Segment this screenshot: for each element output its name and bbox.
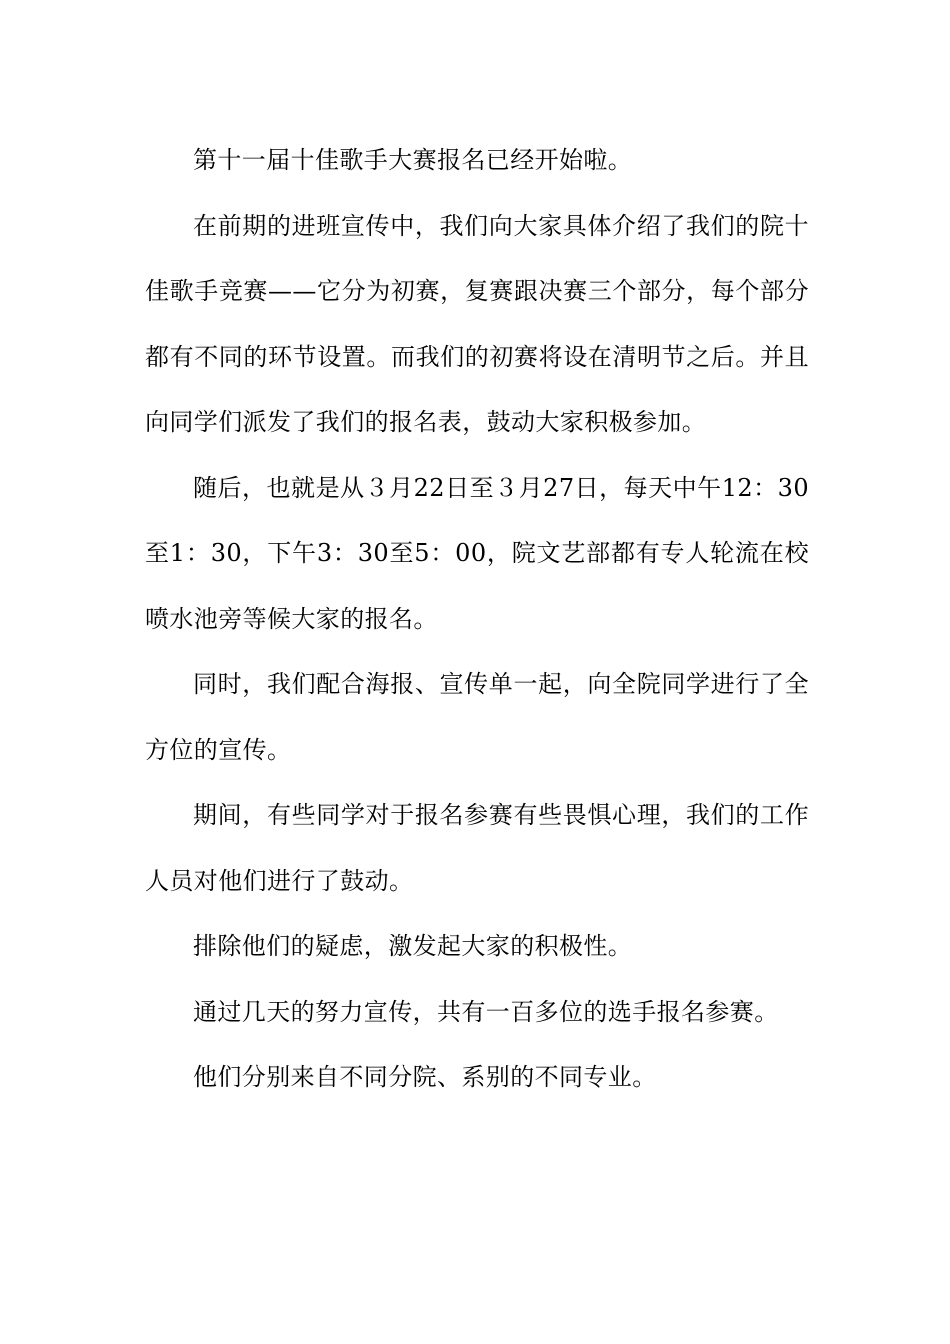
paragraph-1: 第十一届十佳歌手大赛报名已经开始啦。 <box>193 146 633 174</box>
paragraph-8: 他们分别来自不同分院、系别的不同专业。 <box>193 1063 657 1091</box>
paragraph-4: 同时，我们配合海报、宣传单一起，向全院同学进行了全方位的宣传。 <box>145 670 809 764</box>
document-body <box>145 128 809 1111</box>
paragraph-7: 通过几天的努力宣传，共有一百多位的选手报名参赛。 <box>193 997 779 1026</box>
paragraph-2: 在前期的进班宣传中，我们向大家具体介绍了我们的院十佳歌手竞赛——它分为初赛，复赛跟决赛三个部分，每个部分都有不同的环节设置。而我们的初赛将设在清明节之后。并且向同学们派发了我们的报名表，鼓动大家积极参加。 <box>145 211 809 436</box>
paragraph-3: 随后，也就是从３月22日至３月27日，每天中午12：30至1：30，下午3：30至5：00，院文艺部都有专人轮流在校喷水池旁等候大家的报名。 <box>145 473 809 633</box>
paragraph-6: 排除他们的疑虑，激发起大家的积极性。 <box>193 932 633 960</box>
paragraph-5: 期间，有些同学对于报名参赛有些畏惧心理，我们的工作人员对他们进行了鼓动。 <box>145 801 809 895</box>
